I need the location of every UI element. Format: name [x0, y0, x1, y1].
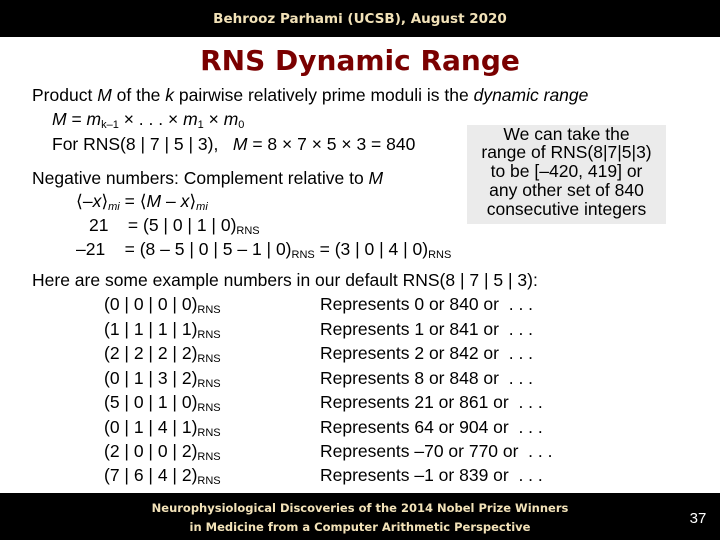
callout-line: We can take the — [503, 124, 630, 144]
rns-value: (2 | 0 | 0 | $2)_{RNS}$ — [104, 441, 221, 463]
rns-meaning: Represents –1 or 839 or . . . — [320, 465, 543, 485]
rns-value: (0 | 1 | 4 | $1)_{RNS}$ — [104, 417, 221, 439]
range-callout — [467, 125, 666, 224]
footer-line-1: Neurophysiological Discoveries of the 2014 Nobel Prize Winners — [151, 501, 569, 515]
callout-line: range of RNS(8|7|5|3) — [481, 142, 652, 162]
rns-value: (2 | 2 | 2 | $2)_{RNS}$ — [104, 343, 221, 365]
complement-formula: $⟨-x⟩_{mi}$ = ⟨M – $x⟩_{mi}$ — [76, 191, 208, 213]
rns-meaning: Represents 2 or 842 or . . . — [320, 343, 534, 363]
callout-line: to be [–420, 419] or — [490, 161, 643, 181]
example-21: 21 = (5 | 0 | 1 | $0)_{RNS}$ — [89, 215, 260, 237]
dynamic-range-formula: $M = m_{k-1}$ × . . . × $m_1 \times m_0$ — [52, 109, 245, 131]
rns-meaning: Represents 1 or 841 or . . . — [320, 319, 534, 339]
negative-numbers-heading: Negative numbers: Complement relative to M — [32, 168, 384, 188]
example-line: For RNS(8 | 7 | 5 | 3), M = 8 × 7 × 5 × 3 = 840 — [52, 134, 416, 154]
rns-meaning: Represents 8 or 848 or . . . — [320, 368, 534, 388]
rns-meaning: Represents 0 or 840 or . . . — [320, 294, 534, 314]
callout-line: any other set of 840 — [489, 180, 644, 200]
header-bar — [0, 0, 720, 37]
example-minus-21: –21 = (8 – 5 | 0 | 5 – 1 | $0)_{RNS} = (3$ | 0 | 4 | $0)_{RNS}$ — [76, 239, 452, 261]
header-text: Behrooz Parhami (UCSB), August 2020 — [213, 11, 507, 27]
rns-meaning: Represents –70 or 770 or . . . — [320, 441, 553, 461]
examples-heading: Here are some example numbers in our default RNS(8 | 7 | 5 | 3): — [32, 270, 538, 290]
footer-line-2: in Medicine from a Computer Arithmetic Perspective — [189, 520, 531, 534]
slide-title: RNS Dynamic Range — [200, 44, 520, 77]
rns-value: (5 | 0 | 1 | $0)_{RNS}$ — [104, 392, 221, 414]
page-number: 37 — [681, 508, 715, 529]
rns-value: (7 | 6 | 4 | $2)_{RNS}$ — [104, 465, 221, 487]
rns-value: (0 | 1 | 3 | $2)_{RNS}$ — [104, 368, 221, 390]
intro-line: Product M of the k pairwise relatively prime moduli is the dynamic range — [32, 85, 589, 105]
rns-value: (1 | 1 | 1 | $1)_{RNS}$ — [104, 319, 221, 341]
rns-meaning: Represents 21 or 861 or . . . — [320, 392, 543, 412]
rns-meaning: Represents 64 or 904 or . . . — [320, 417, 543, 437]
rns-value: (0 | 0 | 0 | $0)_{RNS}$ — [104, 294, 221, 316]
callout-line: consecutive integers — [486, 199, 647, 219]
footer-bar — [0, 493, 720, 540]
